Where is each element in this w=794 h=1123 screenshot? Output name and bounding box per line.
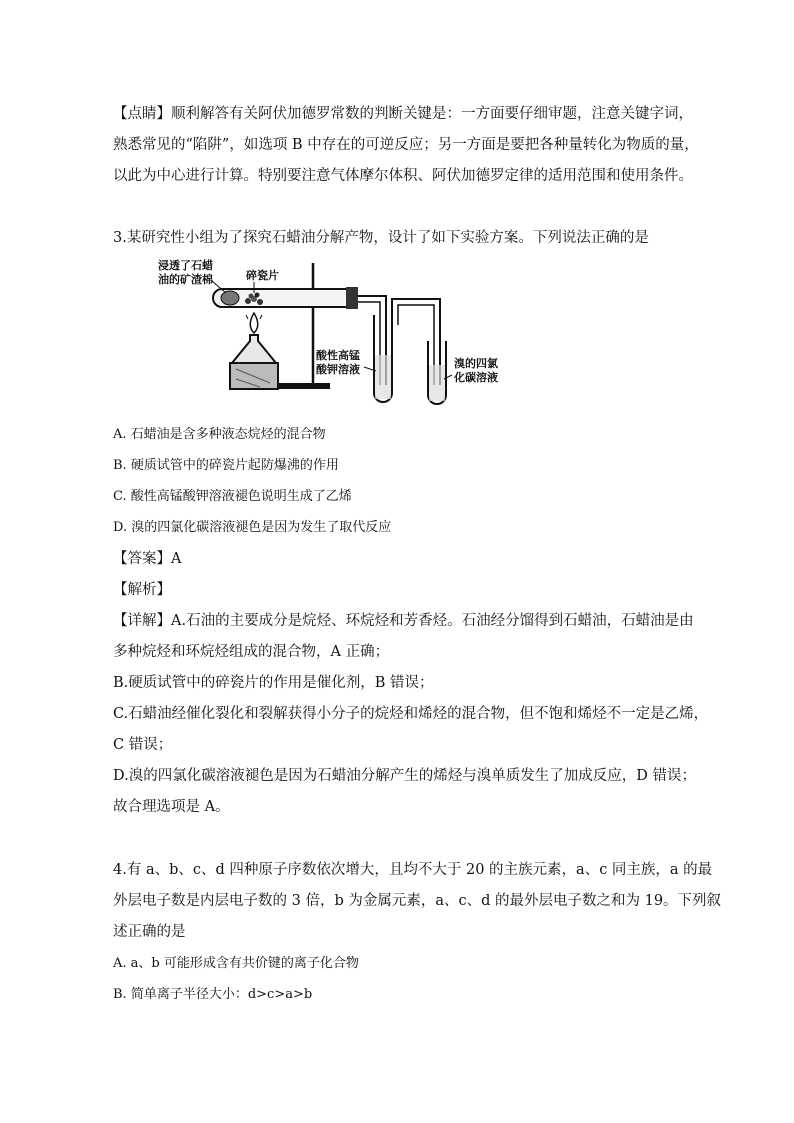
mineral-wool bbox=[221, 291, 239, 305]
question-4-stem-line-3: 述正确的是 bbox=[113, 924, 186, 940]
label-chips: 碎瓷片 bbox=[246, 269, 279, 282]
label-kmno4-1: 酸性高锰 bbox=[316, 349, 360, 362]
question-4-stem-line-2: 外层电子数是内层电子数的 3 倍，b 为金属元素，a、c、d 的最外层电子数之和为 19。下列叙 bbox=[113, 893, 722, 909]
question-3-option-d: D. 溴的四氯化碳溶液褪色是因为发生了取代反应 bbox=[113, 520, 392, 535]
label-br2-1: 溴的四氯 bbox=[454, 357, 498, 370]
question-3-option-a: A. 石蜡油是含多种液态烷烃的混合物 bbox=[113, 427, 326, 442]
detail-line-5: C 错误； bbox=[113, 737, 173, 753]
question-4-option-b: B. 简单离子半径大小：d>c>a>b bbox=[113, 987, 313, 1002]
question-4-option-a: A. a、b 可能形成含有共价键的离子化合物 bbox=[113, 956, 359, 971]
detail-line-3: B.硬质试管中的碎瓷片的作用是催化剂，B 错误； bbox=[113, 675, 434, 691]
question-4-stem-line-1: 4.有 a、b、c、d 四种原子序数依次增大，且均不大于 20 的主族元素，a、c 同主族，a 的最 bbox=[113, 862, 713, 878]
detail-line-7: 故合理选项是 A。 bbox=[113, 799, 230, 815]
question-3-option-c: C. 酸性高锰酸钾溶液褪色说明生成了乙烯 bbox=[113, 489, 352, 504]
dianjing-line-2: 熟悉常见的“陷阱”，如选项 B 中存在的可逆反应；另一方面是要把各种量转化为物质的量， bbox=[113, 137, 699, 153]
detail-line-2: 多种烷烃和环烷烃组成的混合物，A 正确； bbox=[113, 644, 390, 660]
question-3-option-b: B. 硬质试管中的碎瓷片起防爆沸的作用 bbox=[113, 458, 339, 473]
label-br2-2: 化碳溶液 bbox=[454, 371, 498, 384]
stopper bbox=[346, 287, 358, 309]
question-3-analysis-heading: 【解析】 bbox=[113, 582, 171, 598]
detail-line-1: 【详解】A.石油的主要成分是烷烃、环烷烃和芳香烃。石油经分馏得到石蜡油，石蜡油是由 bbox=[113, 613, 694, 629]
alcohol-lamp bbox=[232, 335, 276, 363]
question-3-answer: 【答案】A bbox=[113, 551, 182, 567]
flame-rays bbox=[246, 315, 262, 319]
label-cotton-2: 油的矿渣棉 bbox=[158, 273, 213, 286]
label-cotton-1: 浸透了石蜡 bbox=[158, 259, 213, 272]
question-3-stem: 3.某研究性小组为了探究石蜡油分解产物，设计了如下实验方案。下列说法正确的是 bbox=[113, 230, 649, 246]
experiment-apparatus-diagram bbox=[150, 255, 520, 415]
dianjing-line-3: 以此为中心进行计算。特别要注意气体摩尔体积、阿伏加德罗定律的适用范围和使用条件。 bbox=[113, 168, 693, 184]
detail-line-4: C.石蜡油经催化裂化和裂解获得小分子的烷烃和烯烃的混合物，但不饱和烯烃不一定是乙烯， bbox=[113, 706, 709, 722]
detail-line-6: D.溴的四氯化碳溶液褪色是因为石蜡油分解产生的烯烃与溴单质发生了加成反应，D 错误； bbox=[113, 768, 696, 784]
flame bbox=[250, 313, 258, 333]
dianjing-line-1: 【点睛】顺利解答有关阿伏加德罗常数的判断关键是：一方面要仔细审题，注意关键字词， bbox=[113, 106, 693, 122]
label-kmno4-2: 酸钾溶液 bbox=[316, 363, 360, 376]
